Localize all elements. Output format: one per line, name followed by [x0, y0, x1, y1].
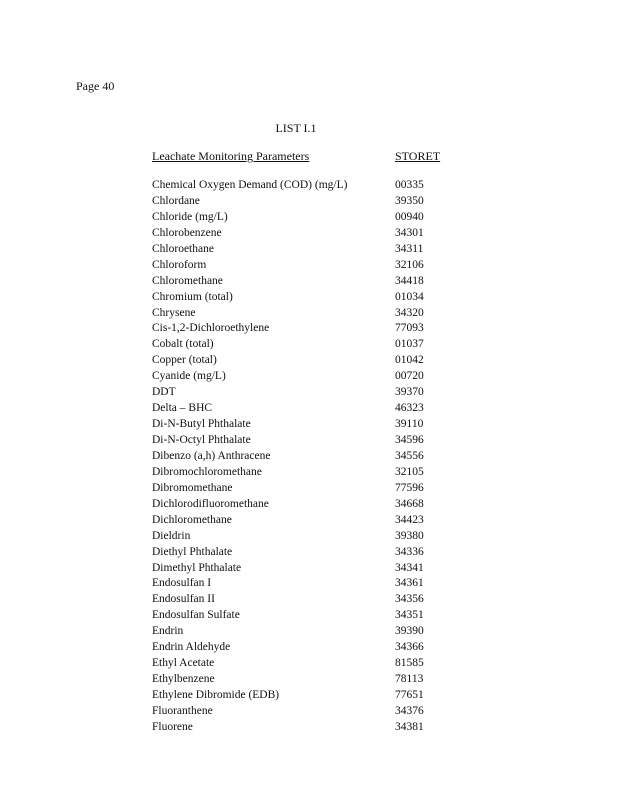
storet-code: 01037: [395, 338, 424, 351]
table-row: [152, 624, 452, 640]
storet-code: 39370: [395, 386, 424, 399]
storet-code: 34596: [395, 434, 424, 446]
storet-code: 77596: [395, 481, 424, 494]
parameter-name: Chromium (total): [152, 290, 233, 303]
storet-code: 34423: [395, 513, 424, 526]
table-row: [152, 576, 452, 592]
table-row: [152, 337, 452, 353]
table-header: [152, 148, 452, 164]
storet-code: 81585: [395, 657, 424, 670]
parameter-name: Chrysene: [152, 306, 196, 319]
parameter-name: Dichlorodifluoromethane: [152, 497, 269, 510]
parameter-name: Endrin: [152, 625, 184, 638]
storet-code: 01034: [395, 290, 424, 303]
storet-code: 34418: [395, 274, 424, 287]
parameter-name: Fluorene: [152, 720, 193, 733]
table-row: [152, 385, 452, 401]
parameter-name: DDT: [152, 386, 176, 399]
parameter-table: [152, 178, 452, 736]
storet-code: 00940: [395, 210, 424, 223]
storet-code: 39380: [395, 529, 424, 542]
table-row: [152, 545, 452, 561]
table-row: [152, 608, 452, 624]
parameter-name: Endosulfan Sulfate: [152, 609, 240, 622]
parameter-name: Cyanide (mg/L): [152, 370, 226, 383]
table-row: [152, 465, 452, 481]
table-row: [152, 672, 452, 688]
storet-code: 39390: [395, 625, 424, 638]
storet-code: 34320: [395, 306, 424, 319]
parameter-name: Cis-1,2-Dichloroethylene: [152, 322, 270, 335]
table-row: [152, 369, 452, 385]
parameter-name: Di-N-Octyl Phthalate: [152, 434, 251, 446]
storet-code: 32106: [395, 258, 424, 271]
table-row: [152, 242, 452, 258]
table-row: [152, 497, 452, 513]
parameter-name: Ethyl Acetate: [152, 657, 215, 670]
parameter-name: Dimethyl Phthalate: [152, 561, 242, 574]
parameter-name: Endosulfan II: [152, 593, 215, 606]
storet-code: 34336: [395, 545, 424, 558]
table-row: [152, 433, 452, 449]
parameter-name: Chloride (mg/L): [152, 210, 228, 223]
table-row: [152, 353, 452, 369]
parameter-name: Ethylene Dibromide (EDB): [152, 689, 280, 701]
parameter-name: Endosulfan I: [152, 577, 212, 590]
storet-code: 34361: [395, 577, 424, 590]
table-row: [152, 688, 452, 704]
parameter-name: Chloroform: [152, 258, 207, 271]
storet-code: 78113: [395, 673, 424, 686]
storet-code: 39110: [395, 418, 424, 431]
table-row: [152, 417, 452, 433]
storet-code: 32105: [395, 465, 424, 478]
table-row: [152, 194, 452, 210]
parameter-name: Chemical Oxygen Demand (COD) (mg/L): [152, 179, 348, 191]
table-row: [152, 321, 452, 337]
table-row: [152, 640, 452, 656]
table-row: [152, 290, 452, 306]
storet-code: 34381: [395, 720, 424, 733]
list-title: LIST I.1: [275, 121, 317, 135]
storet-code: 34356: [395, 593, 424, 606]
table-row: [152, 210, 452, 226]
storet-code: 34301: [395, 226, 424, 239]
table-row: [152, 401, 452, 417]
parameter-name: Copper (total): [152, 354, 217, 367]
storet-code: 34351: [395, 609, 424, 622]
storet-code: 77093: [395, 322, 424, 335]
storet-code: 01042: [395, 354, 424, 367]
storet-code: 34366: [395, 641, 424, 654]
parameter-name: Cobalt (total): [152, 338, 214, 351]
table-row: [152, 449, 452, 465]
table-row: [152, 258, 452, 274]
storet-code: 46323: [395, 402, 424, 415]
table-row: [152, 226, 452, 242]
parameter-name: Di-N-Butyl Phthalate: [152, 418, 251, 431]
table-row: [152, 178, 452, 194]
storet-code: 34556: [395, 449, 424, 462]
parameter-name: Dibenzo (a,h) Anthracene: [152, 449, 271, 462]
storet-code: 34341: [395, 561, 424, 574]
storet-code: 34668: [395, 497, 424, 510]
parameter-name: Dieldrin: [152, 529, 191, 542]
table-row: [152, 704, 452, 720]
table-row: [152, 481, 452, 497]
storet-code: 39350: [395, 194, 424, 207]
table-row: [152, 561, 452, 577]
parameter-name: Ethylbenzene: [152, 673, 215, 686]
storet-code: 34376: [395, 704, 424, 717]
storet-code: 00720: [395, 370, 424, 383]
table-row: [152, 529, 452, 545]
parameter-name: Dibromomethane: [152, 481, 233, 494]
parameter-name: Chloroethane: [152, 242, 214, 255]
parameter-name: Delta – BHC: [152, 402, 213, 415]
parameter-name: Chloromethane: [152, 274, 223, 287]
table-row: [152, 656, 452, 672]
table-row: [152, 306, 452, 322]
storet-code: 34311: [395, 242, 424, 255]
parameter-name: Dichloromethane: [152, 513, 232, 526]
storet-code: 00335: [395, 179, 424, 191]
parameter-name: Chlordane: [152, 194, 200, 207]
storet-column-header: STORET: [395, 149, 441, 163]
parameter-name: Fluoranthene: [152, 704, 213, 717]
storet-code: 77651: [395, 689, 424, 701]
parameter-name: Dibromochloromethane: [152, 465, 262, 478]
parameter-name: Endrin Aldehyde: [152, 641, 231, 654]
parameter-name: Chlorobenzene: [152, 226, 222, 239]
table-row: [152, 720, 452, 736]
table-row: [152, 513, 452, 529]
parameter-column-header: Leachate Monitoring Parameters: [152, 149, 310, 163]
table-row: [152, 592, 452, 608]
page-number: Page 40: [76, 79, 115, 93]
parameter-name: Diethyl Phthalate: [152, 545, 233, 558]
table-row: [152, 274, 452, 290]
